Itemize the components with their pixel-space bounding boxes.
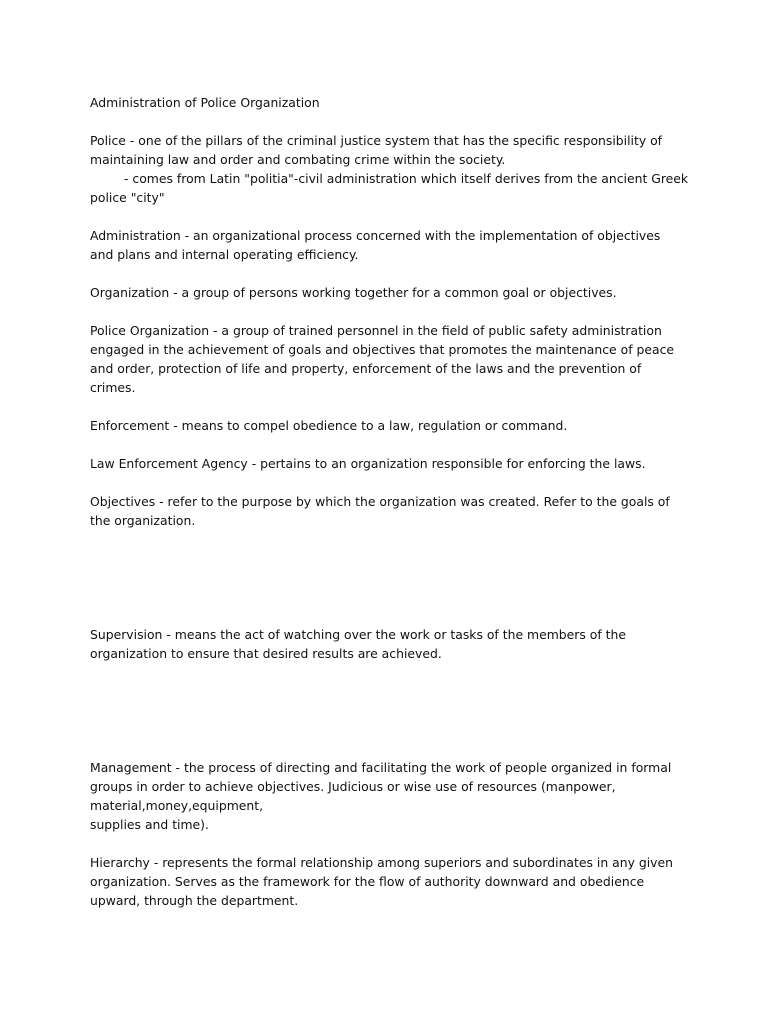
paragraph-management: [90, 758, 690, 834]
spacer: [90, 302, 690, 321]
paragraph-police: [90, 131, 690, 207]
paragraph-administration: [90, 226, 690, 264]
document-title: Administration of Police Organization: [90, 95, 320, 110]
hierarchy-line-2: organization. Serves as the framework for the flow of authority downward and obedience: [90, 874, 645, 889]
spacer: [90, 473, 690, 492]
spacer: [90, 834, 690, 853]
paragraph-law-enforcement-agency: Law Enforcement Agency - pertains to an organization responsible for enforcing the laws.: [90, 456, 646, 471]
supervision-line-1: Supervision - means the act of watching over the work or tasks of the members of the: [90, 627, 626, 642]
supervision-line-2: organization to ensure that desired results are achieved.: [90, 646, 442, 661]
police-org-line-3: and order, protection of life and property, enforcement of the laws and the prevention of: [90, 361, 642, 376]
objectives-line-2: the organization.: [90, 513, 196, 528]
paragraph-police-organization: [90, 321, 690, 397]
spacer: [90, 663, 690, 758]
spacer: [90, 397, 690, 416]
police-line-2: maintaining law and order and combating crime within the society.: [90, 152, 506, 167]
management-line-4: supplies and time).: [90, 817, 209, 832]
hierarchy-line-1: Hierarchy - represents the formal relationship among superiors and subordinates in any given: [90, 855, 673, 870]
objectives-line-1: Objectives - refer to the purpose by which the organization was created. Refer to the goals of: [90, 494, 670, 509]
police-org-line-4: crimes.: [90, 380, 136, 395]
spacer: [90, 264, 690, 283]
hierarchy-line-3: upward, through the department.: [90, 893, 299, 908]
management-line-2: groups in order to achieve objectives. Judicious or wise use of resources (manpower,: [90, 779, 616, 794]
document-body: [90, 93, 690, 910]
police-line-1: Police - one of the pillars of the criminal justice system that has the specific responsibility of: [90, 133, 663, 148]
spacer: [90, 207, 690, 226]
spacer: [90, 112, 690, 131]
police-org-line-1: Police Organization - a group of trained personnel in the field of public safety administration: [90, 323, 662, 338]
management-line-3: material,money,equipment,: [90, 798, 264, 813]
paragraph-supervision: [90, 625, 690, 663]
spacer: [90, 530, 690, 625]
paragraph-objectives: [90, 492, 690, 530]
management-line-1: Management - the process of directing and facilitating the work of people organized in formal: [90, 760, 672, 775]
paragraph-enforcement: Enforcement - means to compel obedience to a law, regulation or command.: [90, 418, 568, 433]
police-org-line-2: engaged in the achievement of goals and objectives that promotes the maintenance of peace: [90, 342, 675, 357]
spacer: [90, 435, 690, 454]
paragraph-hierarchy: [90, 853, 690, 910]
administration-line-2: and plans and internal operating efficiency.: [90, 247, 359, 262]
administration-line-1: Administration - an organizational process concerned with the implementation of objectives: [90, 228, 661, 243]
police-line-3: - comes from Latin "politia"-civil administration which itself derives from the ancient Greek: [124, 171, 689, 186]
paragraph-organization: Organization - a group of persons working together for a common goal or objectives.: [90, 285, 617, 300]
police-line-4: police "city": [90, 190, 165, 205]
